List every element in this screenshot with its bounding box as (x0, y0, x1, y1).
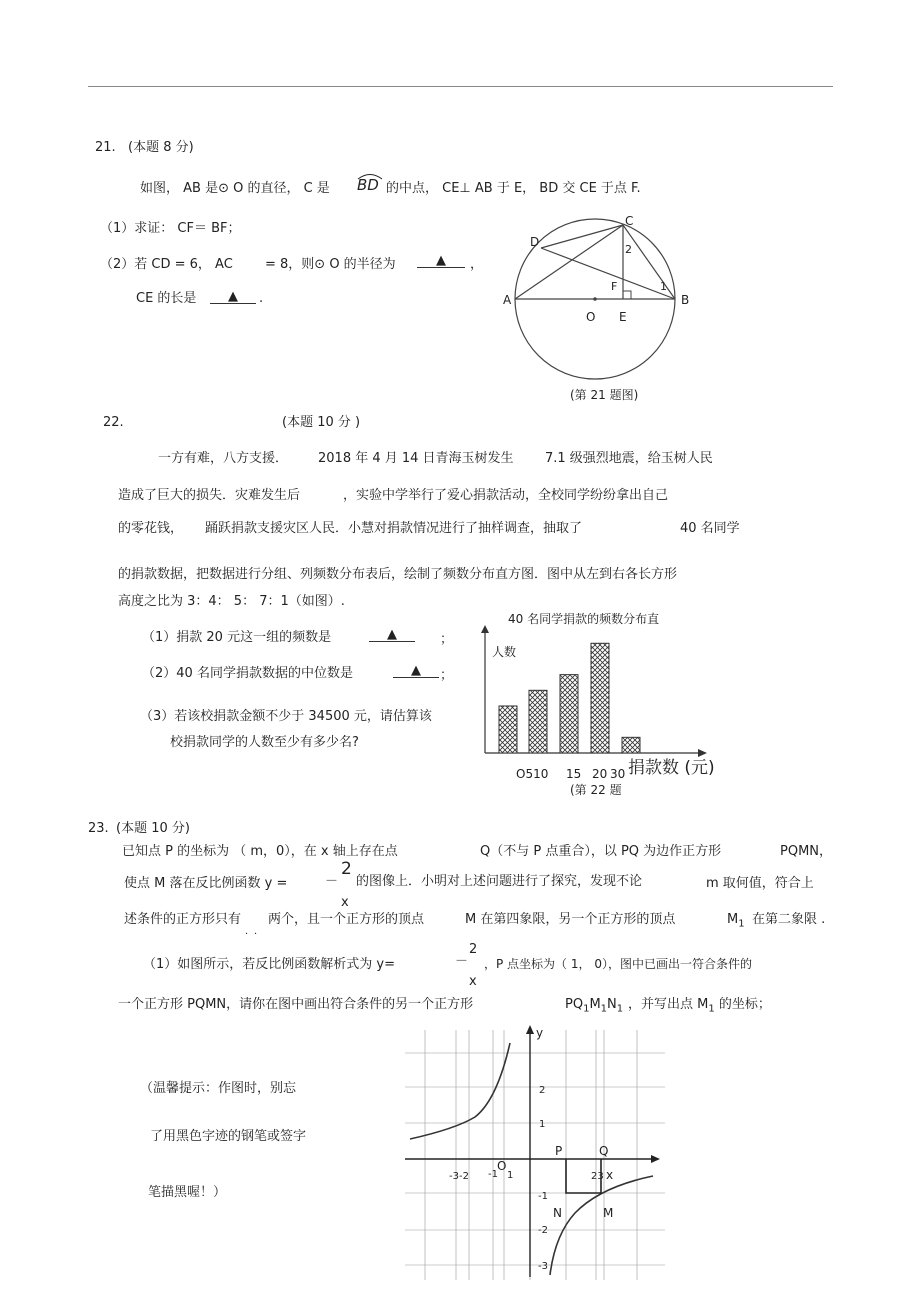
histogram-chart (470, 625, 720, 780)
q23-s2-e (628, 998, 771, 1015)
q22-q2-end: ； (440, 668, 454, 683)
q22-p1-a: 一方有难，八方支援． (158, 451, 289, 466)
grid-label-q: Q (599, 1144, 609, 1158)
q21-caption: (第 21 题图) (570, 388, 639, 402)
q21-score: (本题 8 分) (128, 140, 194, 155)
q22-p3-c: 40 名同学 (680, 521, 740, 536)
x-tick-0: O510 (516, 767, 549, 781)
q23-s2-sub-c: 1 (616, 1003, 624, 1015)
q22-blank-1-mark: ▲ (369, 628, 415, 642)
grid-x-tick-23: 23 (591, 1171, 604, 1182)
center-point (593, 297, 597, 301)
q22-score: (本题 10 分 ) (282, 415, 361, 430)
q22-number: 22. (103, 415, 124, 430)
histogram-bar-5-10 (529, 690, 547, 753)
grid-label-o: O (497, 1159, 507, 1173)
q21-intro-b: 的中点， CE⊥ AB 于 E， BD 交 CE 于点 F. (386, 181, 641, 196)
label-f: F (611, 280, 618, 293)
q23-number: 23. (88, 821, 109, 836)
chart-bars (499, 643, 640, 753)
x-axis-arrow-icon (698, 749, 707, 757)
histogram-bar-20-30 (622, 737, 640, 753)
q22-q3-b: 校捐款同学的人数至少有多少名? (170, 735, 359, 750)
q22-blank-2[interactable] (393, 664, 439, 678)
q23-l3-c: M 在第四象限，另一个正方形的顶点 (465, 912, 676, 927)
header-rule (88, 86, 833, 87)
q22-p1-b: 2018 年 4 月 14 日青海玉树发生 (318, 451, 514, 466)
grid-label-m: M (603, 1206, 614, 1220)
q23-s1-frac-sign: － (455, 954, 469, 969)
q23-s2-f: 的坐标； (714, 997, 771, 1012)
label-angle-1: 1 (660, 280, 667, 293)
grid-lines (405, 1030, 665, 1280)
grid-label-x: x (606, 1168, 614, 1182)
histogram-bar-10-15 (560, 675, 578, 753)
q23-l2-b: 的图像上．小明对上述问题进行了探究，发现不论 (356, 874, 643, 889)
x-tick-1: 15 (566, 767, 582, 781)
q23-s2-m: M (589, 997, 601, 1012)
label-b: B (681, 293, 690, 307)
segment-cb (623, 225, 675, 299)
grid-y-arrow-icon (526, 1025, 534, 1034)
q22-blank-2-mark: ▲ (393, 664, 439, 678)
grid-x-tick-m1: -1 (488, 1169, 498, 1180)
label-a: A (503, 293, 512, 307)
q22-blank-1[interactable] (369, 628, 415, 642)
q22-q3-a: （3）若该校捐款金额不少于 34500 元，请估算该 (140, 709, 432, 724)
q22-q1-end: ； (440, 632, 454, 647)
q23-hint-3: 笔描黑喔！） (148, 1185, 227, 1200)
chart-xlabel: 捐款数 (元) (628, 758, 715, 778)
q23-l3-a: 述条件的正方形只有 (124, 912, 242, 927)
grid-x-tick-1: 1 (507, 1170, 514, 1181)
q21-part2-a: （2）若 CD = 6， AC (100, 257, 233, 272)
q23-s1-b: ，P 点坐标为（ 1， 0），图中已画出一符合条件的 (484, 957, 752, 971)
q23-l3-m: M (727, 912, 739, 927)
histogram-bar-0-5 (499, 706, 517, 753)
q21-part2-b: = 8，则⊙ O 的半径为 (265, 257, 396, 272)
q23-coordinate-grid[interactable] (405, 1025, 665, 1280)
q23-s2-sub-a: 1 (583, 1003, 590, 1015)
q23-s2-n: N (607, 997, 617, 1012)
q21-blank-radius-mark: ▲ (417, 254, 465, 268)
label-e: E (619, 310, 627, 324)
q23-l1-c: PQMN， (780, 844, 833, 859)
q21-part2-d: CE 的长是 (136, 291, 197, 306)
grid-y-tick-m1: -1 (538, 1191, 548, 1202)
q23-frac-num: 2 (341, 859, 352, 879)
grid-y-tick-1: 1 (539, 1119, 546, 1130)
x-tick-3: 30 (610, 767, 626, 781)
q23-l2-c: m 取何值，符合上 (706, 876, 814, 891)
label-d: D (530, 235, 540, 249)
grid-label-p: P (555, 1144, 563, 1158)
q22-q2: （2）40 名同学捐款数据的中位数是 (142, 666, 353, 681)
q23-s1-frac-num: 2 (469, 942, 478, 957)
grid-x-arrow-icon (651, 1155, 660, 1163)
q22-q1: （1）捐款 20 元这一组的频数是 (142, 630, 332, 645)
q22-caption: (第 22 题 (570, 783, 622, 797)
histogram-bar-15-20 (591, 643, 609, 753)
arc-mark-icon (356, 172, 384, 180)
chart-ylabel: 人数 (492, 645, 517, 659)
grid-y-tick-2: 2 (539, 1085, 546, 1096)
grid-y-tick-m3: -3 (538, 1261, 548, 1272)
chart-title: 40 名同学捐款的频数分布直 (508, 612, 660, 626)
grid-x-tick-neg: -3-2 (449, 1171, 469, 1182)
q23-s2-sub-d: 1 (708, 1003, 715, 1015)
q23-s2-a: 一个正方形 PQMN，请你在图中画出符合条件的另一个正方形 (118, 997, 474, 1012)
q22-p3-b: 踊跃捐款支援灾区人民．小慧对捐款情况进行了抽样调查，抽取了 (205, 521, 583, 536)
q21-number: 21. (95, 140, 116, 155)
q23-l1-a: 已知点 P 的坐标为 （ m，0），在 x 轴上存在点 (122, 844, 398, 859)
right-angle-mark (623, 291, 631, 299)
q23-l1-b: Q（不与 P 点重合），以 PQ 为边作正方形 (480, 844, 722, 859)
q23-hint-2: 了用黑色字迹的钢笔或签字 (150, 1129, 307, 1144)
grid-label-y: y (536, 1026, 544, 1040)
label-o: O (586, 310, 596, 324)
x-tick-2: 20 (592, 767, 608, 781)
q21-part2-c: ， (470, 257, 484, 272)
label-angle-2: 2 (625, 243, 632, 256)
grid-y-tick-m2: -2 (538, 1225, 548, 1236)
q22-p2-b: ，实验中学举行了爱心捐款活动，全校同学纷纷拿出自己 (343, 488, 669, 503)
q22-p2-a: 造成了巨大的损失．灾难发生后 (118, 488, 301, 503)
q23-frac-sign: － (325, 874, 339, 889)
q23-s1-frac-den: x (469, 974, 477, 989)
q21-part2-e: . (259, 291, 264, 306)
q21-part1: （1）求证： CF＝ BF； (100, 221, 241, 236)
grid-label-n: N (553, 1206, 562, 1220)
q21-blank-ce[interactable] (210, 290, 256, 304)
q22-p3-a: 的零花钱， (118, 521, 184, 536)
q21-blank-ce-mark: ▲ (210, 290, 256, 304)
q22-p5: 高度之比为 3：4： 5： 7：1（如图）. (118, 594, 345, 609)
q23-emphasis-dots: ．． (245, 926, 268, 937)
y-axis-arrow-icon (481, 625, 489, 633)
q22-p4: 的捐款数据，把数据进行分组、列频数分布表后，绘制了频数分布直方图．图中从左到右各长方形 (118, 567, 678, 582)
q21-circle-figure (495, 212, 705, 387)
q23-score: (本题 10 分) (116, 821, 190, 836)
q23-l3-b: 两个，且一个正方形的顶点 (268, 912, 425, 927)
q23-s2-e-text: ，并写出点 M (628, 997, 709, 1012)
q23-l3-sub: 1 (738, 918, 745, 930)
q23-s2-square (565, 998, 623, 1015)
q21-intro-a: 如图， AB 是⊙ O 的直径， C 是 (140, 181, 330, 196)
q21-arc-label: BD (357, 176, 379, 194)
q23-frac-den: x (341, 895, 349, 910)
q23-s2-pq: PQ (565, 997, 584, 1012)
segment-dc (541, 225, 623, 248)
q23-l3-d (727, 913, 745, 930)
q23-s1-a: （1）如图所示，若反比例函数解析式为 y= (143, 957, 395, 972)
label-c: C (625, 214, 634, 228)
q23-hint-1: （温馨提示：作图时，别忘 (140, 1081, 297, 1096)
q21-blank-radius[interactable] (417, 254, 465, 268)
segment-bd (541, 248, 675, 299)
q23-l2-a: 使点 M 落在反比例函数 y = (124, 876, 288, 891)
q23-l3-e: 在第二象限 . (752, 912, 826, 927)
q22-p1-c: 7.1 级强烈地震，给玉树人民 (545, 451, 713, 466)
q23-s2-sub-b: 1 (600, 1003, 608, 1015)
